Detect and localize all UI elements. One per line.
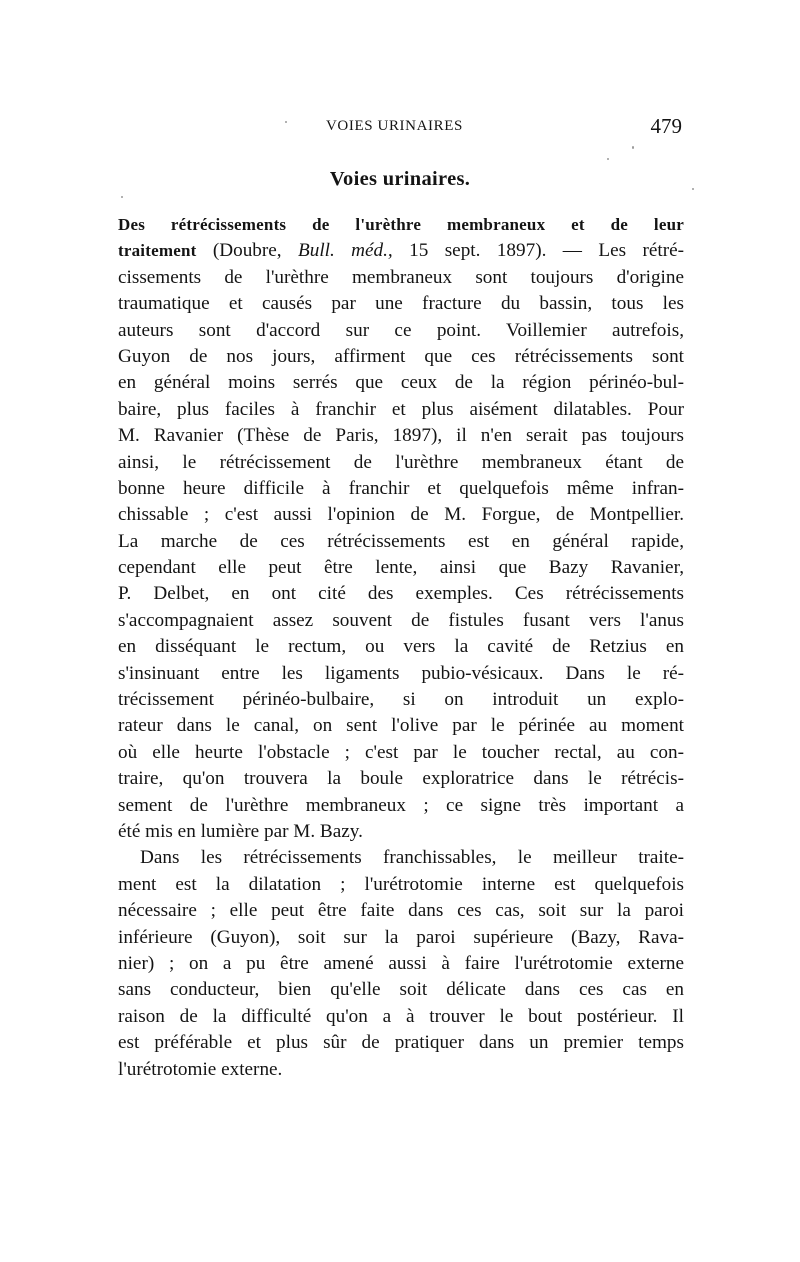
citation-close: 15 sept. 1897). — Les rétré- — [392, 240, 684, 262]
text-line: cependant elle peut être lente, ainsi que Bazy Ravanier, — [118, 557, 684, 579]
text-line: en disséquant le rectum, ou vers la cavité de Retzius en — [118, 636, 684, 658]
section-title: Voies urinaires. — [329, 168, 471, 190]
page-number: 479 — [650, 114, 682, 138]
paper-speck — [607, 158, 609, 160]
article-title-part2: traitement — [118, 241, 197, 261]
paper-speck — [121, 196, 123, 198]
text-line: inférieure (Guyon), soit sur la paroi supérieure (Bazy, Rava- — [118, 926, 684, 948]
text-line: P. Delbet, en ont cité des exemples. Ces rétrécissements — [118, 583, 684, 605]
running-head — [118, 114, 686, 144]
text-line: en général moins serrés que ceux de la région périnéo-bul- — [118, 372, 684, 394]
citation-open: (Doubre, — [196, 240, 298, 262]
citation-journal: Bull. méd., — [298, 240, 393, 262]
text-line: auteurs sont d'accord sur ce point. Voillemier autrefois, — [118, 319, 684, 341]
text-line: chissable ; c'est aussi l'opinion de M. Forgue, de Montpellier. — [118, 504, 684, 526]
text-line — [118, 212, 684, 238]
text-line: bonne heure difficile à franchir et quelquefois même infran- — [118, 477, 684, 499]
text-line: été mis en lumière par M. Bazy. — [118, 820, 363, 842]
text-line: sans conducteur, bien qu'elle soit délicate dans ces cas en — [118, 979, 684, 1001]
paper-speck — [692, 188, 694, 190]
text-line: traumatique et causés par une fracture du bassin, tous les — [118, 293, 684, 315]
text-line: l'urétrotomie externe. — [118, 1058, 283, 1080]
text-line: baire, plus faciles à franchir et plus aisément dilatables. Pour — [118, 398, 684, 420]
text-line: où elle heurte l'obstacle ; c'est par le toucher rectal, au con- — [118, 741, 684, 763]
text-line: Guyon de nos jours, affirment que ces rétrécissements sont — [118, 345, 684, 367]
running-title: VOIES URINAIRES — [326, 118, 463, 134]
article-title-part1: Des rétrécissements de l'urèthre membraneux et de leur — [118, 215, 684, 234]
text-line: cissements de l'urèthre membraneux sont toujours d'origine — [118, 266, 684, 288]
text-line — [118, 238, 684, 264]
text-line: ment est la dilatation ; l'urétrotomie interne est quelquefois — [118, 873, 684, 895]
text-line: La marche de ces rétrécissements est en général rapide, — [118, 530, 684, 552]
text-line: est préférable et plus sûr de pratiquer dans un premier temps — [118, 1032, 684, 1054]
article-text — [118, 212, 684, 1083]
text-line: nier) ; on a pu être amené aussi à faire l'urétrotomie externe — [118, 952, 684, 974]
text-line: nécessaire ; elle peut être faite dans ces cas, soit sur la paroi — [118, 900, 684, 922]
text-line: traire, qu'on trouvera la boule exploratrice dans le rétrécis- — [118, 768, 684, 790]
text-line: s'insinuant entre les ligaments pubio-vésicaux. Dans le ré- — [118, 662, 684, 684]
paper-speck — [285, 121, 287, 123]
text-line: raison de la difficulté qu'on a à trouver le bout postérieur. Il — [118, 1005, 684, 1027]
text-line: Dans les rétrécissements franchissables, le meilleur traite- — [140, 847, 684, 869]
text-line: ainsi, le rétrécissement de l'urèthre membraneux étant de — [118, 451, 684, 473]
paper-speck — [632, 146, 634, 149]
text-line: M. Ravanier (Thèse de Paris, 1897), il n'en serait pas toujours — [118, 425, 684, 447]
text-line: trécissement périnéo-bulbaire, si on introduit un explo- — [118, 689, 684, 711]
text-line: s'accompagnaient assez souvent de fistules fusant vers l'anus — [118, 609, 684, 631]
text-line: rateur dans le canal, on sent l'olive par le périnée au moment — [118, 715, 684, 737]
text-line: sement de l'urèthre membraneux ; ce signe très important a — [118, 794, 684, 816]
